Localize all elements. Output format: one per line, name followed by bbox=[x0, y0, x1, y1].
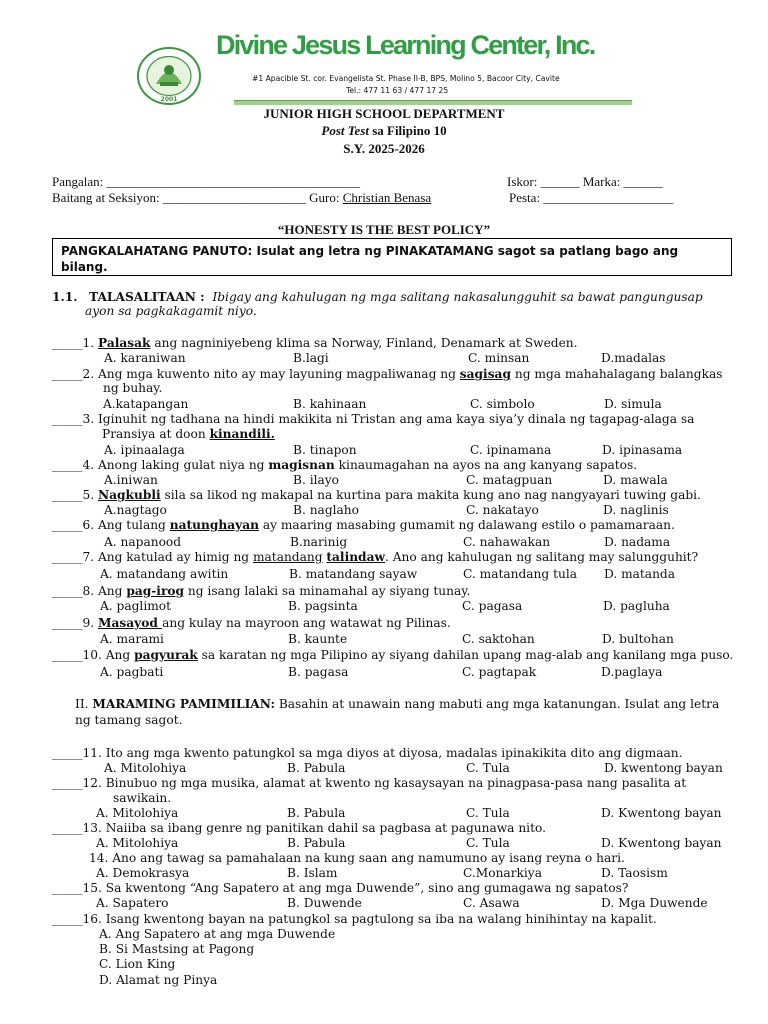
q10-option-d[interactable]: D.paglaya bbox=[601, 665, 663, 679]
q16-option-a[interactable]: A. Ang Sapatero at ang mga Duwende bbox=[99, 927, 336, 941]
question-10: _____10. Ang pagyurak sa karatan ng mga Pilipino ay siyang dahilan upang mag-alab ang kanilang mga puso. bbox=[52, 648, 734, 662]
test-title: Post Test sa Filipino 10 bbox=[321, 123, 447, 138]
q14-option-a[interactable]: A. Demokrasya bbox=[96, 866, 190, 880]
q12-option-d[interactable]: D. Kwentong bayan bbox=[601, 806, 722, 820]
school-telephone: Tel.: 477 11 63 / 477 17 25 bbox=[346, 86, 449, 95]
question-9: _____9. Masayod ang kulay na mayroon ang watawat ng Pilinas. bbox=[52, 616, 451, 630]
q15-option-b[interactable]: B. Duwende bbox=[287, 896, 362, 910]
q8-option-a[interactable]: A. paglimot bbox=[100, 599, 172, 613]
q15-option-a[interactable]: A. Sapatero bbox=[96, 896, 169, 910]
q12-option-b[interactable]: B. Pabula bbox=[287, 806, 346, 820]
q1-option-d[interactable]: D.madalas bbox=[601, 351, 666, 365]
q15-option-c[interactable]: C. Asawa bbox=[463, 896, 520, 910]
header-divider bbox=[234, 100, 632, 105]
q12-option-a[interactable]: A. Mitolohiya bbox=[96, 806, 179, 820]
q4-option-a[interactable]: A.iniwan bbox=[104, 473, 158, 487]
department-title: JUNIOR HIGH SCHOOL DEPARTMENT bbox=[263, 106, 505, 121]
q9-option-a[interactable]: A. marami bbox=[100, 632, 164, 646]
q7-option-a[interactable]: A. matandang awitin bbox=[100, 567, 229, 581]
q13-option-a[interactable]: A. Mitolohiya bbox=[96, 836, 179, 850]
question-2-line2: ng buhay. bbox=[103, 381, 163, 395]
q4-option-d[interactable]: D. mawala bbox=[603, 473, 668, 487]
q13-option-c[interactable]: C. Tula bbox=[466, 836, 510, 850]
q5-option-c[interactable]: C. nakatayo bbox=[466, 503, 539, 517]
question-1: _____1. Palasak ang nagniniyebeng klima sa Norway, Finland, Denamark at Sweden. bbox=[52, 336, 578, 350]
q10-option-b[interactable]: B. pagasa bbox=[288, 665, 349, 679]
q11-option-d[interactable]: D. kwentong bayan bbox=[604, 761, 723, 775]
question-3-line2: Pransiya at doon kinandili. bbox=[102, 427, 275, 441]
q8-option-c[interactable]: C. pagasa bbox=[462, 599, 523, 613]
teacher-name: Christian Benasa bbox=[342, 190, 432, 205]
question-7: _____7. Ang katulad ay himig ng matandang talindaw. Ano ang kahulugan ng salitang may salungguhit? bbox=[52, 550, 699, 564]
q3-option-d[interactable]: D. ipinasama bbox=[602, 443, 683, 457]
question-11: _____11. Ito ang mga kwento patungkol sa mga diyos at diyosa, madalas ipinakikita dito ang digmaan. bbox=[52, 746, 683, 760]
q8-option-d[interactable]: D. pagluha bbox=[603, 599, 670, 613]
question-2: _____2. Ang mga kuwento nito ay may layuning magpaliwanag ng sagisag ng mga mahahalagang balangkas bbox=[52, 367, 723, 381]
school-address: #1 Apacible St. cor. Evangelista St. Phase II-B, BPS, Molino 5, Bacoor City, Cavite bbox=[252, 74, 560, 83]
score-grade-field[interactable]: Iskor: ______ Marka: ______ bbox=[507, 174, 663, 189]
q9-option-c[interactable]: C. saktohan bbox=[462, 632, 535, 646]
question-3: _____3. Iginuhit ng tadhana na hindi makikita ni Tristan ang ama kaya siya’y dinala ng tagapag-alaga sa bbox=[52, 412, 695, 426]
question-6: _____6. Ang tulang natunghayan ay maaring masabing gumamit ng dalawang estilo o pamamaraan. bbox=[52, 518, 675, 532]
q6-option-a[interactable]: A. napanood bbox=[104, 535, 182, 549]
question-14: 14. Ano ang tawag sa pamahalaan na kung saan ang namumuno ay isang reyna o hari. bbox=[89, 851, 625, 865]
name-field[interactable]: Pangalan: _______________________________________ bbox=[52, 174, 361, 189]
q11-option-c[interactable]: C. Tula bbox=[466, 761, 510, 775]
question-16: _____16. Isang kwentong bayan na patungkol sa pagtulong sa iba na walang hinihintay na kapalit. bbox=[52, 912, 657, 926]
q13-option-b[interactable]: B. Pabula bbox=[287, 836, 346, 850]
q16-option-b[interactable]: B. Si Mastsing at Pagong bbox=[99, 942, 255, 956]
q8-option-b[interactable]: B. pagsinta bbox=[288, 599, 358, 613]
school-name: Divine Jesus Learning Center, Inc. bbox=[216, 30, 595, 60]
general-instructions: PANGKALAHATANG PANUTO: Isulat ang letra ng PINAKATAMANG sagot sa patlang bago ang bilang. bbox=[52, 238, 732, 276]
q1-option-b[interactable]: B.lagi bbox=[293, 351, 329, 365]
q3-option-c[interactable]: C. ipinamana bbox=[470, 443, 552, 457]
q2-option-c[interactable]: C. simbolo bbox=[470, 397, 535, 411]
q1-option-a[interactable]: A. karaniwan bbox=[104, 351, 186, 365]
part1-heading: 1.1. TALASALITAAN : Ibigay ang kahulugan ng mga salitang nakasalungguhit sa bawat pangungusap bbox=[52, 290, 703, 304]
school-year: S.Y. 2025-2026 bbox=[343, 141, 425, 156]
q5-option-a[interactable]: A.nagtago bbox=[104, 503, 167, 517]
q16-option-c[interactable]: C. Lion King bbox=[99, 957, 176, 971]
q4-option-b[interactable]: B. ilayo bbox=[293, 473, 339, 487]
q9-option-b[interactable]: B. kaunte bbox=[288, 632, 348, 646]
q11-option-a[interactable]: A. Mitolohiya bbox=[104, 761, 187, 775]
q9-option-d[interactable]: D. bultohan bbox=[602, 632, 674, 646]
q14-option-c[interactable]: C.Monarkiya bbox=[463, 866, 542, 880]
q2-option-d[interactable]: D. simula bbox=[604, 397, 662, 411]
q7-option-c[interactable]: C. matandang tula bbox=[463, 567, 577, 581]
question-12-line2: sawikain. bbox=[113, 791, 172, 805]
q1-option-c[interactable]: C. minsan bbox=[468, 351, 530, 365]
q3-option-a[interactable]: A. ipinaalaga bbox=[104, 443, 185, 457]
question-15: _____15. Sa kwentong “Ang Sapatero at ang mga Duwende”, sino ang gumagawa ng sapatos? bbox=[52, 881, 629, 895]
svg-text:2001: 2001 bbox=[160, 96, 178, 103]
q5-option-b[interactable]: B. naglaho bbox=[293, 503, 359, 517]
q5-option-d[interactable]: D. naglinis bbox=[603, 503, 669, 517]
q2-option-a[interactable]: A.katapangan bbox=[103, 397, 189, 411]
part2-heading: II. MARAMING PAMIMILIAN: Basahin at unawain nang mabuti ang mga katanungan. Isulat ang letra bbox=[75, 697, 720, 711]
q10-option-a[interactable]: A. pagbati bbox=[100, 665, 164, 679]
q14-option-d[interactable]: D. Taosism bbox=[601, 866, 668, 880]
q16-option-d[interactable]: D. Alamat ng Pinya bbox=[99, 973, 218, 987]
part1-desc-line2: ayon sa pagkakagamit niyo. bbox=[85, 304, 257, 318]
date-field[interactable]: Pesta: ____________________ bbox=[509, 190, 674, 205]
question-4: _____4. Anong laking gulat niya ng magisnan kinaumagahan na ayos na ang kanyang sapatos. bbox=[52, 458, 638, 472]
section-teacher-field[interactable]: Baitang at Seksiyon: ______________________ Guro: Christian Benasa bbox=[52, 190, 432, 205]
q6-option-c[interactable]: C. nahawakan bbox=[463, 535, 551, 549]
question-5: _____5. Nagkubli sila sa likod ng makapal na kurtina para makita kung ano nag nangyayari tuwing gabi. bbox=[52, 488, 701, 502]
q6-option-d[interactable]: D. nadama bbox=[604, 535, 671, 549]
q10-option-c[interactable]: C. pagtapak bbox=[462, 665, 537, 679]
part2-desc-line2: ng tamang sagot. bbox=[75, 713, 183, 727]
motto: “HONESTY IS THE BEST POLICY” bbox=[277, 222, 491, 237]
question-8: _____8. Ang pag-irog ng isang lalaki sa minamahal ay siyang tunay. bbox=[52, 584, 471, 598]
q7-option-d[interactable]: D. matanda bbox=[604, 567, 675, 581]
q15-option-d[interactable]: D. Mga Duwende bbox=[601, 896, 708, 910]
school-seal-logo bbox=[136, 46, 202, 106]
q2-option-b[interactable]: B. kahinaan bbox=[293, 397, 367, 411]
q6-option-b[interactable]: B.narinig bbox=[290, 535, 348, 549]
q11-option-b[interactable]: B. Pabula bbox=[287, 761, 346, 775]
question-12: _____12. Binubuo ng mga musika, alamat at kwento ng kasaysayan na pinagpasa-pasa nang pasalita at bbox=[52, 776, 687, 790]
q3-option-b[interactable]: B. tinapon bbox=[293, 443, 357, 457]
q14-option-b[interactable]: B. Islam bbox=[287, 866, 338, 880]
q13-option-d[interactable]: D. Kwentong bayan bbox=[601, 836, 722, 850]
question-13: _____13. Naiiba sa ibang genre ng panitikan dahil sa pagbasa at pagunawa nito. bbox=[52, 821, 546, 835]
q7-option-b[interactable]: B. matandang sayaw bbox=[289, 567, 418, 581]
q12-option-c[interactable]: C. Tula bbox=[466, 806, 510, 820]
q4-option-c[interactable]: C. matagpuan bbox=[466, 473, 553, 487]
